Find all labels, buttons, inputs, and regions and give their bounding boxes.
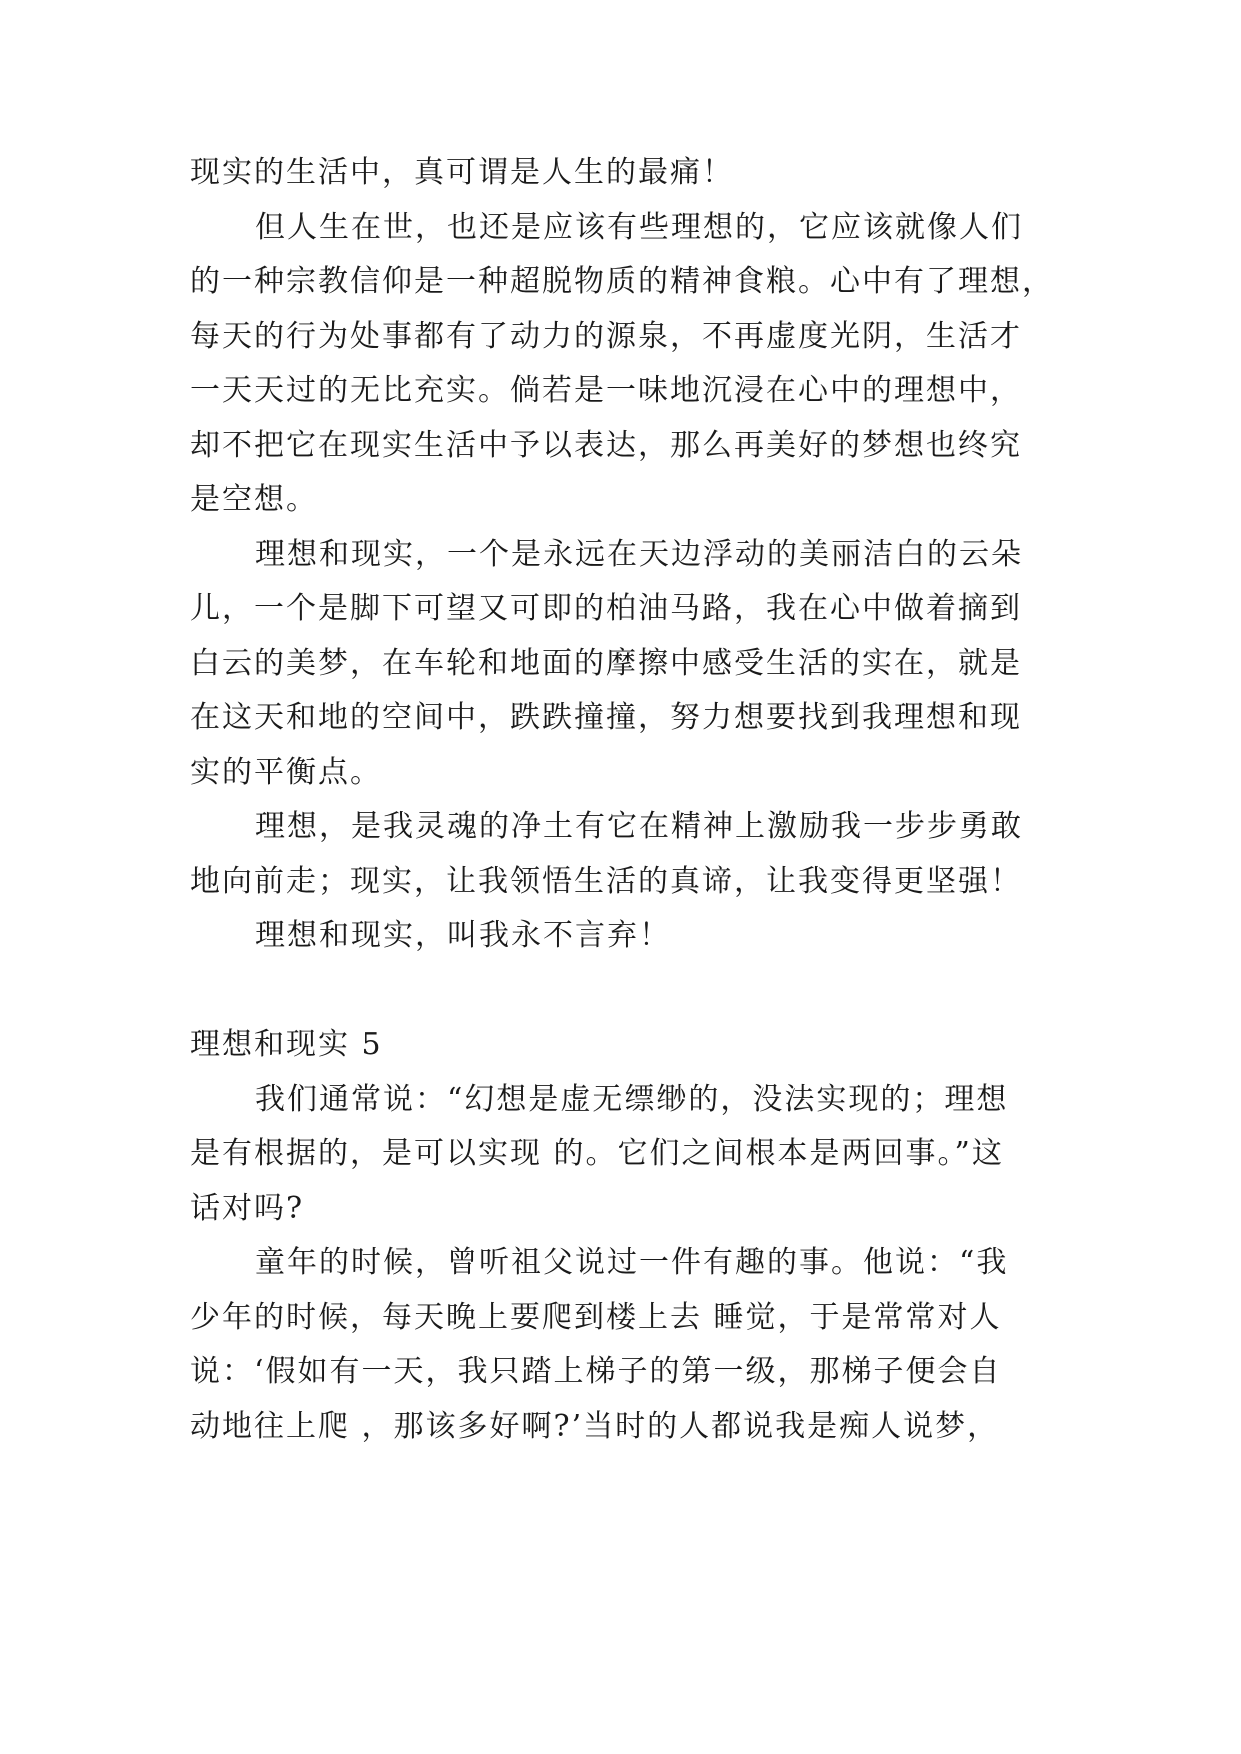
section-heading: 理想和现实 5 [190,1027,383,1062]
text-line: 话对吗? [190,1191,305,1226]
paragraph-first-line: 理想和现实，叫我永不言弃！ [255,918,671,953]
text-line: 是有根据的，是可以实现 的。它们之间根本是两回事。”这 [190,1136,1004,1171]
text-line: 是空想。 [190,482,318,517]
paragraph-first-line: 我们通常说：“幻想是虚无缥缈的，没法实现的；理想 [255,1082,1009,1117]
text-line: 儿，一个是脚下可望又可即的柏油马路，我在心中做着摘到 [190,591,1022,626]
text-line: 动地往上爬 ，那该多好啊?’当时的人都说我是痴人说梦， [190,1409,1000,1444]
text-line: 现实的生活中，真可谓是人生的最痛！ [190,155,734,190]
text-line: 说：‘假如有一天，我只踏上梯子的第一级，那梯子便会自 [190,1354,1002,1389]
text-line: 在这天和地的空间中，跌跌撞撞，努力想要找到我理想和现 [190,700,1022,735]
text-line: 少年的时候，每天晚上要爬到楼上去 睡觉，于是常常对人 [190,1300,1002,1335]
paragraph-first-line: 理想，是我灵魂的净土有它在精神上激励我一步步勇敢 [255,809,1023,844]
paragraph-first-line: 童年的时候，曾听祖父说过一件有趣的事。他说：“我 [255,1245,1009,1280]
paragraph-first-line: 理想和现实，一个是永远在天边浮动的美丽洁白的云朵 [255,537,1023,572]
text-line: 却不把它在现实生活中予以表达，那么再美好的梦想也终究 [190,428,1022,463]
text-line: 的一种宗教信仰是一种超脱物质的精神食粮。心中有了理想， [190,264,1054,299]
text-line: 一天天过的无比充实。倘若是一味地沉浸在心中的理想中， [190,373,1022,408]
text-line: 每天的行为处事都有了动力的源泉，不再虚度光阴，生活才 [190,319,1022,354]
text-line: 实的平衡点。 [190,755,382,790]
text-line: 地向前走；现实，让我领悟生活的真谛，让我变得更坚强！ [190,864,1022,899]
text-line: 白云的美梦，在车轮和地面的摩擦中感受生活的实在，就是 [190,646,1022,681]
paragraph-first-line: 但人生在世，也还是应该有些理想的，它应该就像人们 [255,210,1023,245]
